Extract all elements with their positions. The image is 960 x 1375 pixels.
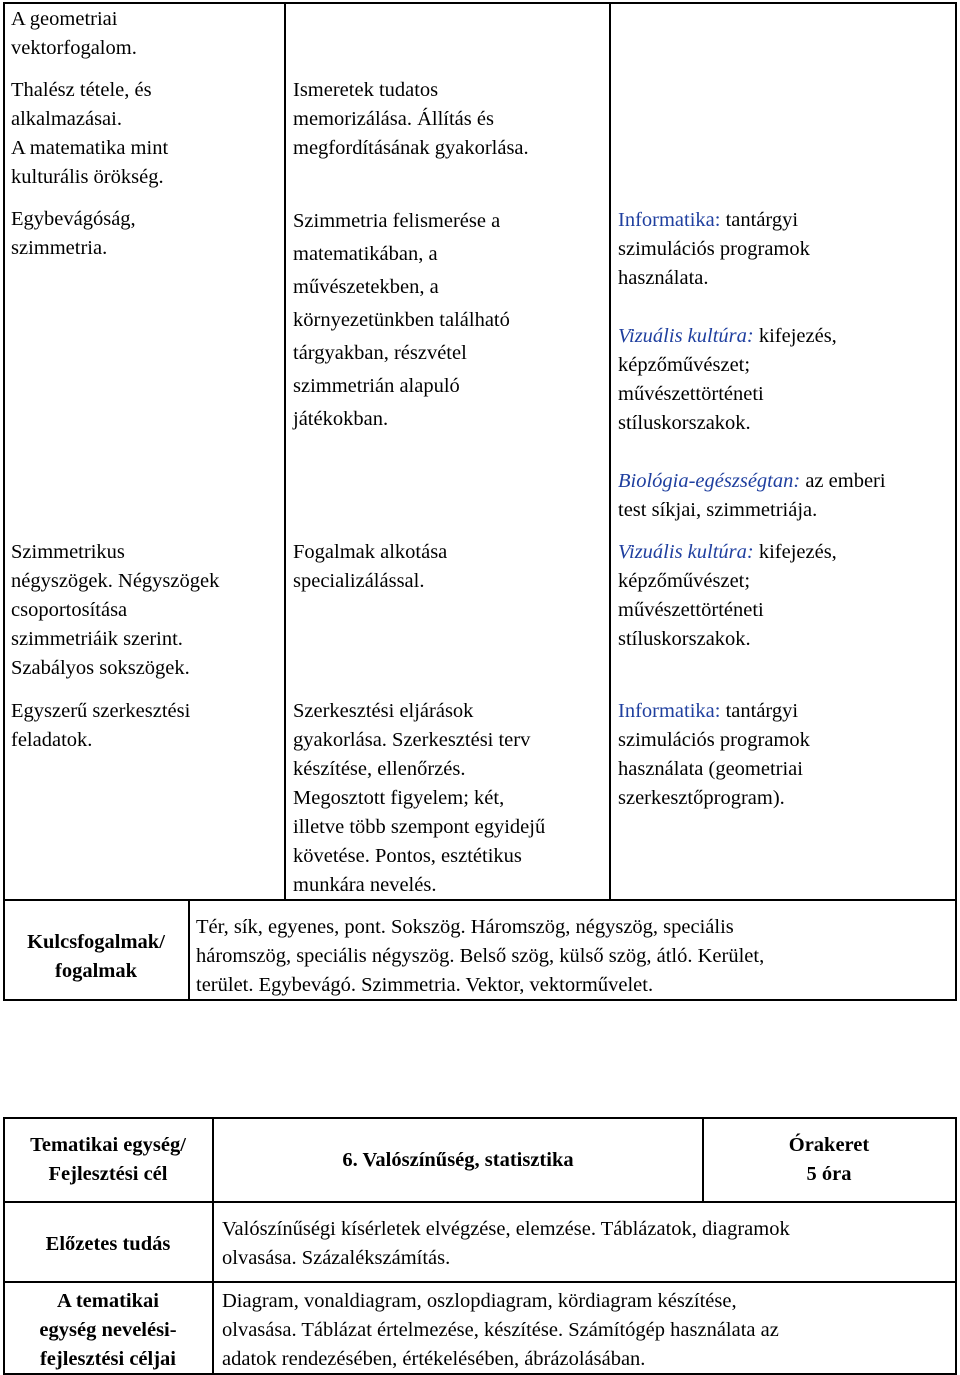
r3-c3-p1: Informatika: tantárgyi szimulációs programok használata.: [618, 209, 810, 289]
kulcsfogalmak-text: Tér, sík, egyenes, pont. Sokszög. Háromszög, négyszög, speciális háromszög, speciális négyszög. Belső szög, külső szög, átló. Kerület, terület. Egybevágó. Szimmetria. Vektor, vektorművelet.: [196, 916, 765, 996]
border-row3: [3, 1281, 957, 1283]
r3-c3-p2: Vizuális kultúra: kifejezés, képzőművészet; művészettörténeti stíluskorszakok.: [618, 325, 837, 434]
border-kulcs: [188, 900, 190, 1000]
r3-c2-text: Szimmetria felismerése a matematikában, a művészetekben, a környezetünkben található tárgyakban, részvétel szimmetrián alapuló játékokban.: [293, 210, 510, 430]
border-top: [3, 2, 957, 4]
r4-c3-text: Vizuális kultúra: kifejezés, képzőművészet; művészettörténeti stíluskorszakok.: [618, 541, 837, 650]
border-c1: [284, 3, 286, 900]
r4-c1-text: Szimmetrikus négyszögek. Négyszögek csoportosítása szimmetriáik szerint. Szabályos sokszögek.: [11, 541, 220, 679]
r2-c2-text: Ismeretek tudatos memorizálása. Állítás és megfordításának gyakorlása.: [293, 79, 529, 159]
orakeret: Órakeret 5 óra: [788, 1134, 870, 1185]
celjai-label: A tematikai egység nevelési- fejlesztési céljai: [39, 1290, 177, 1370]
subject-vizualis: Vizuális kultúra:: [618, 541, 754, 563]
border-c2: [609, 3, 611, 900]
r5-c3-text: Informatika: tantárgyi szimulációs programok használata (geometriai szerkesztőprogram).: [618, 700, 810, 809]
r3-c3-p3: Biológia-egészségtan: az emberi test síkjai, szimmetriája.: [618, 470, 886, 521]
r2-c1-text: Thalész tétele, és alkalmazásai. A matematika mint kulturális örökség.: [11, 79, 169, 188]
subject-informatika: Informatika:: [618, 209, 721, 231]
subject-vizualis: Vizuális kultúra:: [618, 325, 754, 347]
border-right: [955, 3, 957, 1000]
subject-informatika: Informatika:: [618, 700, 721, 722]
elozetes-text: Valószínűségi kísérletek elvégzése, elemzése. Táblázatok, diagramok olvasása. Százalékszámítás.: [222, 1218, 790, 1269]
subject-biologia: Biológia-egészségtan:: [618, 470, 801, 492]
r5-c2-text: Szerkesztési eljárások gyakorlása. Szerkesztési terv készítése, ellenőrzés. Megosztott figyelem; két, illetve több szempont egyidejű követése. Pontos, esztétikus munkára nevelés.: [293, 700, 546, 896]
r3-c1-text: Egybevágóság, szimmetria.: [11, 208, 136, 259]
border-top: [3, 1117, 957, 1119]
border-row2: [3, 1201, 957, 1203]
r1-c1-text: A geometriai vektorfogalom.: [11, 8, 137, 59]
r5-c1-text: Egyszerű szerkesztési feladatok.: [11, 700, 191, 751]
border-left: [3, 1117, 5, 1375]
tematikai-label: Tematikai egység/ Fejlesztési cél: [30, 1134, 186, 1185]
kulcsfogalmak-label: Kulcsfogalmak/ fogalmak: [27, 931, 165, 982]
unit-title: 6. Valószínűség, statisztika: [342, 1149, 574, 1171]
border-right: [955, 1117, 957, 1375]
elozetes-label: Előzetes tudás: [45, 1233, 171, 1255]
celjai-text: Diagram, vonaldiagram, oszlopdiagram, kördiagram készítése, olvasása. Táblázat értelmezése, készítése. Számítógép használata az adatok rendezésében, értékelésében, ábrázolásában.: [222, 1290, 779, 1370]
border-left: [3, 3, 5, 1000]
r4-c2-text: Fogalmak alkotása specializálással.: [293, 541, 448, 592]
